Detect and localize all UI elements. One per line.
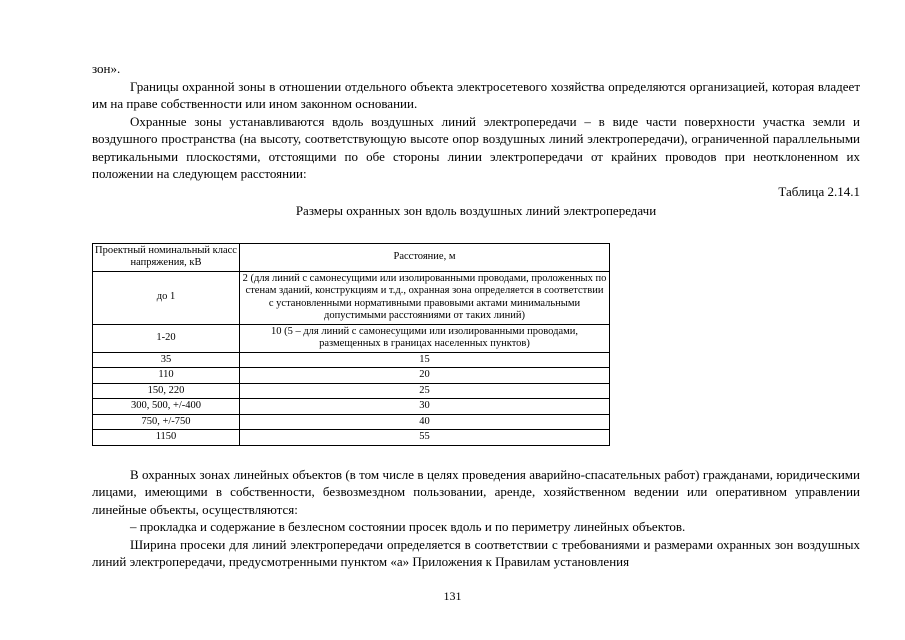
paragraph-3: В охранных зонах линейных объектов (в том числе в целях проведения аварийно-спасательных работ) гражданами, юридическими лицами, имеющими в собственности, безвозмездном пользовании, аренде, хозяйственном ведении или оперативном управлении линейные объекты, осуществляются: [92,466,860,517]
table-cell: 20 [240,368,610,384]
table-cell: 2 (для линий с самонесущими или изолированными проводами, проложенных по стенам зданий, конструкциям и т.д., охранная зона определяется в соответствии с установленными нормативными правовыми актами минимальными допустимыми расстояниями от таких линий) [240,271,610,324]
table-cell: 15 [240,352,610,368]
table-cell: 1-20 [93,324,240,352]
table-row [93,368,610,384]
table-header-row [93,243,610,271]
table-cell: 40 [240,414,610,430]
paragraph-0: зон». [92,61,121,76]
table-header-cell: Проектный номинальный класс напряжения, кВ [93,243,240,271]
paragraph-2: Охранные зоны устанавливаются вдоль воздушных линий электропередачи – в виде части поверхности участка земли и воздушного пространства (на высоту, соответствующую высоте опор воздушных линий электропередачи), ограниченной параллельными вертикальными плоскостями, отстоящими по обе стороны линии электропередачи от крайних проводов при неотклоненном их положении на следующем расстоянии: [92,113,860,181]
paragraph-5: Ширина просеки для линий электропередачи определяется в соответствии с требованиями и размерами охранных зон воздушных линий электропередачи, предусмотренными пунктом «а» Приложения к Правилам установления [92,536,860,569]
document-page [92,60,860,571]
table-cell: 10 (5 – для линий с самонесущими или изолированными проводами, размещенных в границах населенных пунктов) [240,324,610,352]
table-cell: до 1 [93,271,240,324]
table-cell: 300, 500, +/-400 [93,399,240,415]
table-row [93,414,610,430]
table-cell: 110 [93,368,240,384]
paragraph-1: Границы охранной зоны в отношении отдельного объекта электросетевого хозяйства определяются организацией, которая владеет им на праве собственности или ином законном основании. [92,78,860,111]
paragraph-4: – прокладка и содержание в безлесном состоянии просек вдоль и по периметру линейных объектов. [130,519,686,534]
table-cell: 30 [240,399,610,415]
zones-table [92,243,610,446]
table-row [93,383,610,399]
table-cell: 750, +/-750 [93,414,240,430]
table-row [93,430,610,446]
table-row [93,352,610,368]
table-row [93,271,610,324]
table-row [93,324,610,352]
page-number: 131 [443,589,462,603]
table-cell: 35 [93,352,240,368]
table-header-cell: Расстояние, м [240,243,610,271]
table-cell: 55 [240,430,610,446]
table-cell: 1150 [93,430,240,446]
table-title: Размеры охранных зон вдоль воздушных линий электропередачи [295,202,657,218]
table-number: Таблица 2.14.1 [778,183,860,199]
table-row [93,399,610,415]
table-cell: 150, 220 [93,383,240,399]
table-cell: 25 [240,383,610,399]
